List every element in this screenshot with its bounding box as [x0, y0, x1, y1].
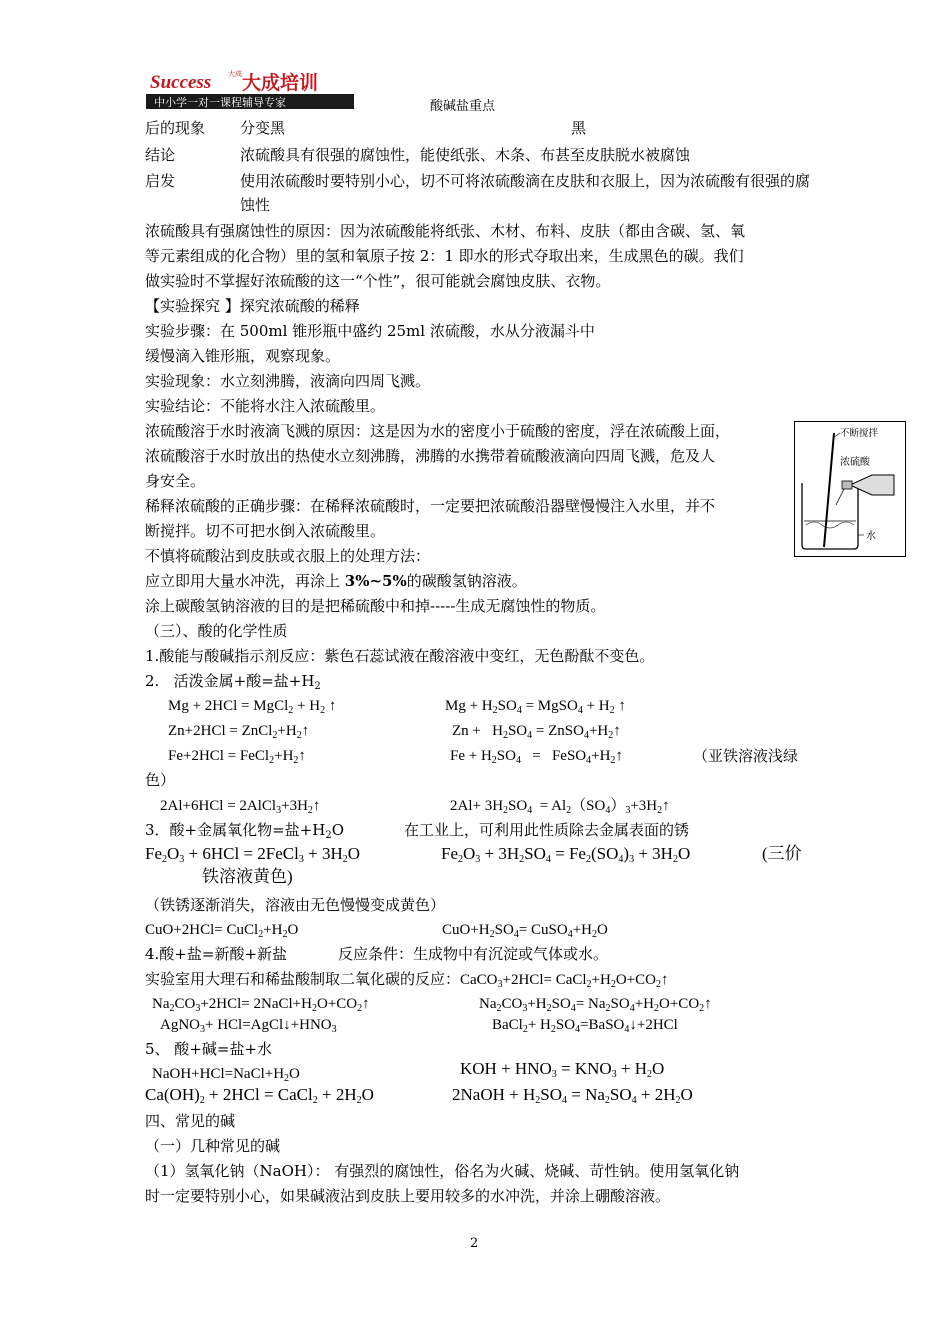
header-title: 酸碱盐重点	[430, 99, 496, 114]
page-number: 2	[470, 1236, 479, 1251]
equation: $Mg + H_2SO_4$ = MgSO$_4$ + $H_2$ ↑	[445, 698, 626, 716]
label-acid: 浓硫酸	[840, 457, 870, 468]
logo-en: Success	[150, 72, 212, 93]
dilution-figure	[794, 421, 906, 557]
paragraph-line: 涂上碳酸氢钠溶液的目的是把稀硫酸中和掉-----生成无腐蚀性的物质。	[145, 597, 606, 615]
row-text: 蚀性	[240, 196, 271, 214]
row-label: 结论	[145, 146, 176, 164]
equation: KOH + $HNO_3 = KNO_3 + H_2O$	[460, 1059, 665, 1080]
section-heading: 【实验探究 】探究浓硫酸的稀释	[145, 297, 360, 315]
paragraph-line: 4.酸+盐=新酸+新盐	[145, 945, 288, 963]
row-text: 使用浓硫酸时要特别小心，切不可将浓硫酸滴在皮肤和衣服上，因为浓硫酸有很强的腐	[240, 172, 811, 190]
row-text: 浓硫酸具有很强的腐蚀性，能使纸张、木条、布甚至皮肤脱水被腐蚀	[240, 146, 691, 164]
equation: $Fe_2O_3 + 3H_2SO_4 = Fe_2(SO_4)_3 + 3H_2O$	[441, 844, 691, 865]
equation: $NaOH+HCl=NaCl+H_2O$	[152, 1066, 300, 1084]
equation: Mg + 2HCl = MgCl$_2$ + $H_2$ ↑	[168, 698, 337, 716]
section-heading: 四、常见的碱	[145, 1112, 236, 1130]
logo-tagline: 中小学一对一课程辅导专家	[154, 96, 286, 109]
row-text: 分变黑	[240, 119, 286, 137]
equation: $Zn+2HCl = ZnCl_2+H_2↑$	[168, 723, 310, 741]
paragraph-line: 实验步骤：在 500ml 锥形瓶中盛约 25ml 浓硫酸，水从分液漏斗中	[145, 322, 595, 340]
equation: BaCl$_2$+ $H_2SO_4=BaSO_4↓+2HCl$	[492, 1017, 678, 1035]
label-water: 水	[866, 531, 876, 542]
paragraph-line: 实验室用大理石和稀盐酸制取二氧化碳的反应：CaCO$_3$+2HCl= $CaCl_2+H_2O+CO_2↑$	[145, 970, 669, 990]
paragraph-line: 时一定要特别小心，如果碱液沾到皮肤上要用较多的水冲洗，并涂上硼酸溶液。	[145, 1187, 671, 1205]
paragraph-line: 稀释浓硫酸的正确步骤：在稀释浓硫酸时，一定要把浓硫酸沿器壁慢慢注入水里，并不	[145, 497, 716, 515]
paragraph-line: 在工业上，可利用此性质除去金属表面的锈	[404, 821, 690, 839]
paragraph-line: 实验现象：水立刻沸腾，液滴向四周飞溅。	[145, 372, 431, 390]
note: (三价	[762, 844, 802, 863]
equation: $CuO+2HCl= CuCl_2+H_2O$	[145, 922, 299, 940]
row-label: 后的现象	[145, 119, 206, 137]
equation: $2Al+ 3H_2SO_4$ = $Al_2(SO_4)_3+3H_2↑$	[450, 798, 670, 816]
paragraph-line: 不慎将硫酸沾到皮肤或衣服上的处理方法：	[145, 547, 431, 565]
section-heading: （一）几种常见的碱	[145, 1137, 281, 1155]
note: 铁溶液黄色)	[202, 867, 293, 886]
paragraph-line: 3．酸+金属氧化物=盐$+H_2O$	[145, 821, 345, 841]
paragraph-line: 反应条件：生成物中有沉淀或气体或水。	[338, 945, 609, 963]
paragraph-line: 实验结论：不能将水注入浓硫酸里。	[145, 397, 386, 415]
section-heading: （三）、酸的化学性质	[145, 622, 288, 640]
equation: $2Al+6HCl = 2AlCl_3+3H_2↑$	[160, 798, 321, 816]
section-heading: 5、 酸+碱=盐+水	[145, 1040, 273, 1058]
paragraph-line: 身安全。	[145, 472, 206, 490]
equation: $Fe+2HCl = FeCl_2+H_2↑$	[168, 748, 306, 766]
note: 色）	[145, 771, 176, 789]
paragraph-line: 2. 活泼金属+酸=盐$+H_2$	[145, 672, 321, 692]
equation: $CuO+H_2SO_4=$ $CuSO_4+H_2O$	[442, 922, 608, 940]
logo-cn: 大成培训	[242, 72, 319, 94]
equation: 2NaOH + $H_2SO_4 = Na_2SO_4 + 2H_2O$	[452, 1085, 693, 1106]
paragraph-line: 做实验时不掌握好浓硫酸的这一“个性”，很可能就会腐蚀皮肤、衣物。	[145, 272, 611, 290]
paragraph-line: （1）氢氧化钠（NaOH）： 有强烈的腐蚀性，俗名为火碱、烧碱、苛性钠。使用氢氧化钠	[145, 1162, 740, 1180]
paragraph-line: 浓硫酸溶于水时液滴飞溅的原因：这是因为水的密度小于硫酸的密度，浮在浓硫酸上面，	[145, 422, 731, 440]
equation: $Na_2CO_3+H_2SO_4=$ $Na_2SO_4+H_2O+CO_2↑$	[479, 996, 712, 1014]
note: （铁锈逐渐消失，溶液由无色慢慢变成黄色）	[145, 896, 446, 914]
svg-text:大成: 大成	[228, 70, 242, 78]
paragraph-line: 浓硫酸溶于水时放出的热使水立刻沸腾，沸腾的水携带着硫酸液滴向四周飞溅，危及人	[145, 447, 716, 465]
company-logo	[146, 67, 354, 109]
equation: $Fe + H_2SO_4$ = $FeSO_4+H_2↑$	[450, 748, 623, 766]
paragraph-line: 等元素组成的化合物）里的氢和氧原子按 2：1 即水的形式夺取出来，生成黑色的碳。我们	[145, 247, 744, 265]
paragraph-line: 浓硫酸具有强腐蚀性的原因：因为浓硫酸能将纸张、木材、布料、皮肤（都由含碳、氢、氧	[145, 222, 746, 240]
label-stir: 不断搅拌	[840, 428, 879, 439]
note: （亚铁溶液浅绿	[693, 747, 799, 765]
paragraph-line: 缓慢滴入锥形瓶，观察现象。	[145, 347, 341, 365]
equation: $Na_2CO_3+2HCl=$ $2NaCl+H_2O+CO_2↑$	[152, 996, 370, 1014]
equation: $Zn + H_2SO_4$ = $ZnSO_4+H_2↑$	[452, 723, 621, 741]
row-label: 启发	[145, 172, 176, 190]
row-text: 黑	[571, 119, 587, 137]
equation: AgNO$_3$+ $HCl=AgCl↓+HNO_3$	[160, 1017, 337, 1035]
paragraph-line: 应立即用大量水冲洗，再涂上 3%~5%的碳酸氢钠溶液。	[145, 572, 527, 590]
equation: $Ca(OH)_2 + 2HCl$ = CaCl$_2$ + $2H_2O$	[145, 1085, 374, 1106]
paragraph-line: 1.酸能与酸碱指示剂反应：紫色石蕊试液在酸溶液中变红，无色酚酞不变色。	[145, 647, 655, 665]
paragraph-line: 断搅拌。切不可把水倒入浓硫酸里。	[145, 522, 386, 540]
equation: $Fe_2O_3 + 6HCl$ = 2FeCl$_3$ + $3H_2O$	[145, 844, 361, 865]
